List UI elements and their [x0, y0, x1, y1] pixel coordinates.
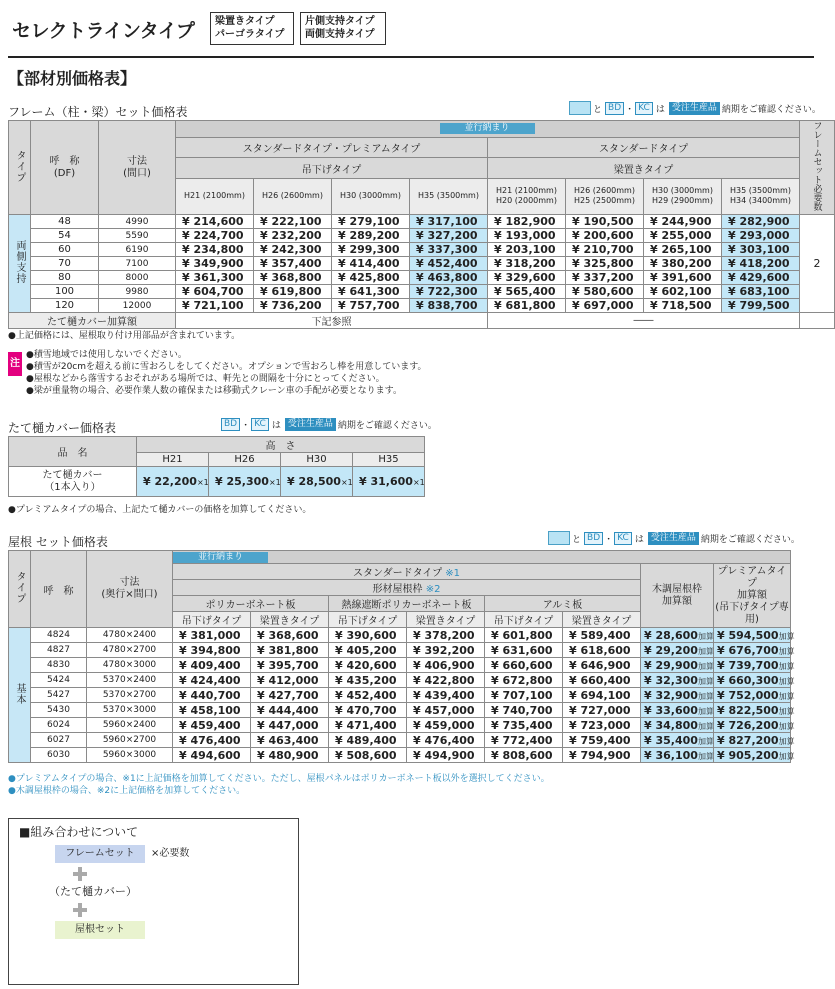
row-size: 4990	[99, 215, 176, 229]
combo-roof-set: 屋根セット	[55, 921, 145, 939]
roof-price-cell: ¥ 601,800	[485, 628, 563, 643]
price-cell: ¥ 337,300	[410, 243, 488, 257]
roof-price-cell: ¥ 444,400	[251, 703, 329, 718]
height-header: H35 (3500mm)	[410, 178, 488, 214]
roof-price-cell: ¥ 457,000	[407, 703, 485, 718]
price-cell: ¥ 452,400	[410, 257, 488, 271]
header-divider	[8, 56, 814, 58]
price-cell: ¥ 414,400	[332, 257, 410, 271]
plus-icon	[73, 867, 87, 881]
price-cell: ¥ 299,300	[332, 243, 410, 257]
row-name: 100	[31, 285, 99, 299]
price-cell: ¥ 224,700	[176, 229, 254, 243]
legend-text: は	[634, 534, 644, 545]
row-name: 70	[31, 257, 99, 271]
highlight-swatch	[569, 101, 591, 115]
roof-wood-cell: ¥ 32,900加算	[641, 688, 714, 703]
price-cell: ¥ 380,200	[644, 257, 722, 271]
type-tag-line: 両側支持タイプ	[305, 29, 375, 40]
frame-note: ●上記価格には、屋根取り付け用部品が含まれています。	[8, 331, 241, 341]
roof-price-cell: ¥ 447,000	[251, 718, 329, 733]
combo-gutter-cover: （たて樋カバー）	[49, 885, 137, 898]
roof-price-cell: ¥ 378,200	[407, 628, 485, 643]
addon-right: ――	[488, 313, 800, 329]
type-tag-line: 片側支持タイプ	[305, 16, 375, 27]
roof-row	[9, 733, 791, 748]
price-cell: ¥ 565,400	[488, 285, 566, 299]
legend-text: 納期をご確認ください。	[700, 534, 800, 545]
price-cell: ¥ 337,200	[566, 271, 644, 285]
price-cell: ¥ 429,600	[722, 271, 800, 285]
roof-price-cell: ¥ 427,700	[251, 688, 329, 703]
roof-price-cell: ¥ 459,000	[407, 718, 485, 733]
roof-price-cell: ¥ 727,000	[563, 703, 641, 718]
legend-text: ・	[625, 104, 635, 115]
made-to-order-tag: 受注生産品	[648, 532, 699, 545]
roof-price-cell: ¥ 412,000	[251, 673, 329, 688]
roof-row	[9, 628, 791, 643]
count-value: 2	[800, 215, 835, 313]
roof-price-cell: ¥ 381,000	[173, 628, 251, 643]
roof-standard-header: スタンダードタイプ ※1	[173, 564, 641, 580]
caution-note: ●積雪が20cmを超える前に雪おろしをしてください。オプションで雪おろし棒を用意しています。	[26, 362, 427, 372]
roof-wood-cell: ¥ 35,400加算	[641, 733, 714, 748]
roof-table-title: 屋根 セット価格表	[8, 535, 108, 549]
height-header: H30 (3000mm)	[332, 178, 410, 214]
plus-icon	[73, 903, 87, 917]
price-cell: ¥ 325,800	[566, 257, 644, 271]
row-name: 48	[31, 215, 99, 229]
roof-price-cell: ¥ 390,600	[329, 628, 407, 643]
roof-wood-cell: ¥ 29,200加算	[641, 643, 714, 658]
type-tag-line: 梁置きタイプ	[215, 16, 275, 27]
roof-price-cell: ¥ 618,600	[563, 643, 641, 658]
roof-price-cell: ¥ 808,600	[485, 748, 563, 763]
price-cell: ¥ 838,700	[410, 299, 488, 313]
roof-shape-header: 形材屋根枠 ※2	[173, 580, 641, 596]
roof-wood-cell: ¥ 34,800加算	[641, 718, 714, 733]
roof-price-cell: ¥ 672,800	[485, 673, 563, 688]
type-tag-box-1	[210, 12, 294, 45]
price-cell: ¥ 799,500	[722, 299, 800, 313]
roof-price-cell: ¥ 494,900	[407, 748, 485, 763]
roof-price-cell: ¥ 494,600	[173, 748, 251, 763]
price-cell: ¥ 318,200	[488, 257, 566, 271]
gutter-price-cell: ¥ 31,600×1	[353, 467, 425, 497]
price-cell: ¥ 232,200	[254, 229, 332, 243]
gutter-height-col: H30	[281, 453, 353, 467]
legend-text: 納期をご確認ください。	[721, 104, 821, 115]
type-label-cell: 両側支持	[9, 215, 31, 313]
roof-row-size: 4780×2700	[87, 643, 173, 658]
order-legend	[548, 531, 800, 545]
made-to-order-tag: 受注生産品	[669, 102, 720, 115]
price-cell: ¥ 425,800	[332, 271, 410, 285]
frame-row	[9, 257, 835, 271]
order-legend	[220, 418, 437, 431]
roof-price-cell: ¥ 459,400	[173, 718, 251, 733]
height-header: H21 (2100mm) H20 (2000mm)	[488, 178, 566, 214]
roof-wood-header: 木調屋根枠 加算額	[641, 564, 714, 628]
roof-wood-cell: ¥ 36,100加算	[641, 748, 714, 763]
order-legend	[569, 101, 821, 115]
highlight-swatch	[548, 531, 570, 545]
price-cell: ¥ 463,800	[410, 271, 488, 285]
price-cell: ¥ 279,100	[332, 215, 410, 229]
legend-text: と	[572, 534, 582, 545]
legend-code-bd: BD	[605, 102, 624, 115]
row-size: 12000	[99, 299, 176, 313]
height-header: H30 (3000mm) H29 (2900mm)	[644, 178, 722, 214]
roof-price-table	[8, 550, 795, 763]
height-header: H26 (2600mm) H25 (2500mm)	[566, 178, 644, 214]
price-cell: ¥ 244,900	[644, 215, 722, 229]
roof-sub-header: 吊下げタイプ	[329, 612, 407, 628]
price-cell: ¥ 722,300	[410, 285, 488, 299]
price-cell: ¥ 182,900	[488, 215, 566, 229]
roof-wood-cell: ¥ 28,600加算	[641, 628, 714, 643]
legend-text: ・	[604, 534, 614, 545]
roof-premium-cell: ¥ 660,300加算	[714, 673, 791, 688]
gutter-price-table	[8, 436, 425, 497]
combo-frame-set: フレームセット	[55, 845, 145, 863]
price-cell: ¥ 361,300	[176, 271, 254, 285]
frame-row	[9, 229, 835, 243]
group-hanging: 吊下げタイプ	[176, 158, 488, 179]
roof-price-cell: ¥ 508,600	[329, 748, 407, 763]
frame-row	[9, 243, 835, 257]
roof-premium-header: プレミアムタイプ 加算額 (吊下げタイプ専用)	[714, 564, 791, 628]
height-header: H35 (3500mm) H34 (3400mm)	[722, 178, 800, 214]
roof-note: ●木調屋根枠の場合、※2に上記価格を加算してください。	[8, 786, 246, 796]
roof-price-cell: ¥ 440,700	[173, 688, 251, 703]
price-cell: ¥ 303,100	[722, 243, 800, 257]
roof-premium-cell: ¥ 739,700加算	[714, 658, 791, 673]
gutter-height-header: 高 さ	[137, 437, 425, 453]
type-tag-line: パーゴラタイプ	[215, 29, 285, 40]
price-cell: ¥ 721,100	[176, 299, 254, 313]
roof-row-name: 5430	[31, 703, 87, 718]
name-header: 呼 称 (DF)	[31, 121, 99, 215]
price-cell: ¥ 317,100	[410, 215, 488, 229]
roof-row-name: 6030	[31, 748, 87, 763]
price-cell: ¥ 681,800	[488, 299, 566, 313]
price-cell: ¥ 580,600	[566, 285, 644, 299]
combination-title: ■組み合わせについて	[19, 825, 139, 839]
roof-wood-cell: ¥ 29,900加算	[641, 658, 714, 673]
combination-box	[8, 818, 299, 985]
price-cell: ¥ 200,600	[566, 229, 644, 243]
roof-name-header: 呼 称	[31, 551, 87, 628]
price-cell: ¥ 222,100	[254, 215, 332, 229]
height-header: H21 (2100mm)	[176, 178, 254, 214]
count-header: フレームセット必要数	[800, 121, 835, 215]
caution-badge: 注	[8, 352, 22, 376]
price-cell: ¥ 683,100	[722, 285, 800, 299]
price-cell: ¥ 697,000	[566, 299, 644, 313]
roof-price-cell: ¥ 452,400	[329, 688, 407, 703]
roof-row	[9, 673, 791, 688]
row-name: 80	[31, 271, 99, 285]
price-cell: ¥ 619,800	[254, 285, 332, 299]
roof-price-cell: ¥ 439,400	[407, 688, 485, 703]
roof-row-size: 5960×2400	[87, 718, 173, 733]
roof-premium-cell: ¥ 752,000加算	[714, 688, 791, 703]
section-title: 【部材別価格表】	[8, 69, 137, 88]
roof-row	[9, 643, 791, 658]
type-header: タイプ	[9, 121, 31, 215]
price-cell: ¥ 736,200	[254, 299, 332, 313]
roof-price-cell: ¥ 420,600	[329, 658, 407, 673]
roof-row-name: 5427	[31, 688, 87, 703]
legend-text: 納期をご確認ください。	[337, 421, 437, 431]
price-cell: ¥ 210,700	[566, 243, 644, 257]
gutter-height-col: H35	[353, 453, 425, 467]
roof-type-header: タイプ	[9, 551, 31, 628]
price-cell: ¥ 602,100	[644, 285, 722, 299]
row-size: 7100	[99, 257, 176, 271]
price-cell: ¥ 604,700	[176, 285, 254, 299]
roof-price-cell: ¥ 471,400	[329, 718, 407, 733]
roof-price-cell: ¥ 405,200	[329, 643, 407, 658]
roof-price-cell: ¥ 392,200	[407, 643, 485, 658]
roof-premium-cell: ¥ 726,200加算	[714, 718, 791, 733]
roof-row-size: 4780×2400	[87, 628, 173, 643]
roof-size-header: 寸法 (奥行×間口)	[87, 551, 173, 628]
price-cell: ¥ 265,100	[644, 243, 722, 257]
roof-row-size: 4780×3000	[87, 658, 173, 673]
roof-price-cell: ¥ 409,400	[173, 658, 251, 673]
roof-price-cell: ¥ 422,800	[407, 673, 485, 688]
addon-label: たて樋カバー加算額	[9, 313, 176, 329]
roof-price-cell: ¥ 463,400	[251, 733, 329, 748]
price-cell: ¥ 368,800	[254, 271, 332, 285]
made-to-order-tag: 受注生産品	[285, 418, 336, 431]
legend-text: は	[271, 421, 281, 431]
roof-panel-header: 熱線遮断ポリカーボネート板	[329, 596, 485, 612]
roof-price-cell: ¥ 646,900	[563, 658, 641, 673]
roof-price-cell: ¥ 660,600	[485, 658, 563, 673]
roof-premium-cell: ¥ 827,200加算	[714, 733, 791, 748]
roof-price-cell: ¥ 480,900	[251, 748, 329, 763]
frame-row	[9, 299, 835, 313]
price-cell: ¥ 282,900	[722, 215, 800, 229]
group-standard: スタンダードタイプ	[488, 137, 800, 158]
roof-row-name: 6027	[31, 733, 87, 748]
gutter-item-name: たて樋カバー （1本入り）	[9, 467, 137, 497]
rank-label: 並行納まり	[173, 552, 268, 563]
roof-row-size: 5370×3000	[87, 703, 173, 718]
gutter-height-col: H26	[209, 453, 281, 467]
roof-row-size: 5960×2700	[87, 733, 173, 748]
roof-price-cell: ¥ 406,900	[407, 658, 485, 673]
roof-price-cell: ¥ 707,100	[485, 688, 563, 703]
roof-premium-cell: ¥ 594,500加算	[714, 628, 791, 643]
roof-panel-header: ポリカーボネート板	[173, 596, 329, 612]
caution-note: ●積雪地域では使用しないでください。	[26, 350, 187, 360]
price-cell: ¥ 293,000	[722, 229, 800, 243]
legend-code-kc: KC	[251, 418, 269, 431]
roof-price-cell: ¥ 759,400	[563, 733, 641, 748]
size-header: 寸法 (間口)	[99, 121, 176, 215]
roof-sub-header: 吊下げタイプ	[485, 612, 563, 628]
roof-price-cell: ¥ 435,200	[329, 673, 407, 688]
rank-band	[464, 121, 800, 138]
price-cell: ¥ 349,900	[176, 257, 254, 271]
frame-row	[9, 215, 835, 229]
gutter-price-cell: ¥ 22,200×1	[137, 467, 209, 497]
roof-price-cell: ¥ 694,100	[563, 688, 641, 703]
roof-price-cell: ¥ 424,400	[173, 673, 251, 688]
price-cell: ¥ 329,600	[488, 271, 566, 285]
price-cell: ¥ 391,600	[644, 271, 722, 285]
addon-empty	[800, 313, 835, 329]
roof-price-cell: ¥ 476,400	[407, 733, 485, 748]
price-cell: ¥ 327,200	[410, 229, 488, 243]
roof-price-cell: ¥ 631,600	[485, 643, 563, 658]
frame-row	[9, 285, 835, 299]
rank-label: 並行納まり	[440, 123, 535, 134]
group-standard-premium: スタンダードタイプ・プレミアムタイプ	[176, 137, 488, 158]
roof-wood-cell: ¥ 32,300加算	[641, 673, 714, 688]
row-size: 9980	[99, 285, 176, 299]
roof-row	[9, 718, 791, 733]
addon-left: 下記参照	[176, 313, 488, 329]
roof-price-cell: ¥ 458,100	[173, 703, 251, 718]
price-cell: ¥ 203,100	[488, 243, 566, 257]
roof-row	[9, 703, 791, 718]
row-size: 5590	[99, 229, 176, 243]
roof-price-cell: ¥ 772,400	[485, 733, 563, 748]
legend-code-bd: BD	[584, 532, 603, 545]
roof-panel-header: アルミ板	[485, 596, 641, 612]
roof-price-cell: ¥ 589,400	[563, 628, 641, 643]
row-name: 54	[31, 229, 99, 243]
roof-price-cell: ¥ 794,900	[563, 748, 641, 763]
roof-sub-header: 梁置きタイプ	[251, 612, 329, 628]
price-cell: ¥ 234,800	[176, 243, 254, 257]
legend-text: ・	[241, 421, 251, 431]
roof-price-cell: ¥ 723,000	[563, 718, 641, 733]
frame-table-title: フレーム（柱・梁）セット価格表	[8, 105, 188, 119]
roof-price-cell: ¥ 489,400	[329, 733, 407, 748]
price-cell: ¥ 289,200	[332, 229, 410, 243]
roof-row-name: 4824	[31, 628, 87, 643]
legend-code-kc: KC	[635, 102, 653, 115]
type-tag-box-2	[300, 12, 386, 45]
row-size: 8000	[99, 271, 176, 285]
roof-row-name: 4827	[31, 643, 87, 658]
price-cell: ¥ 718,500	[644, 299, 722, 313]
legend-text: は	[655, 104, 665, 115]
legend-code-kc: KC	[614, 532, 632, 545]
price-cell: ¥ 193,000	[488, 229, 566, 243]
roof-row-name: 6024	[31, 718, 87, 733]
roof-price-cell: ¥ 740,700	[485, 703, 563, 718]
row-name: 120	[31, 299, 99, 313]
gutter-name-header: 品 名	[9, 437, 137, 467]
row-name: 60	[31, 243, 99, 257]
rank-band	[173, 551, 791, 564]
roof-premium-cell: ¥ 822,500加算	[714, 703, 791, 718]
roof-note: ●プレミアムタイプの場合、※1に上記価格を加算してください。ただし、屋根パネルはポリカーボネート板以外を選択してください。	[8, 774, 550, 784]
gutter-price-cell: ¥ 28,500×1	[281, 467, 353, 497]
price-cell: ¥ 418,200	[722, 257, 800, 271]
caution-notes	[26, 349, 427, 397]
price-cell: ¥ 214,600	[176, 215, 254, 229]
roof-type-label-cell: 基本	[9, 628, 31, 763]
roof-row	[9, 658, 791, 673]
gutter-note: ●プレミアムタイプの場合、上記たて樋カバーの価格を加算してください。	[8, 505, 312, 515]
roof-price-cell: ¥ 368,600	[251, 628, 329, 643]
roof-price-cell: ¥ 735,400	[485, 718, 563, 733]
roof-price-cell: ¥ 660,400	[563, 673, 641, 688]
roof-price-cell: ¥ 470,700	[329, 703, 407, 718]
caution-note: ●屋根などから落雪するおそれがある場所では、軒先との間隔を十分にとってください。	[26, 374, 385, 384]
roof-premium-cell: ¥ 676,700加算	[714, 643, 791, 658]
group-beam: 梁置きタイプ	[488, 158, 800, 179]
roof-row-size: 5370×2400	[87, 673, 173, 688]
legend-text: と	[593, 104, 603, 115]
roof-price-cell: ¥ 395,700	[251, 658, 329, 673]
roof-price-cell: ¥ 381,800	[251, 643, 329, 658]
roof-notes	[8, 773, 550, 797]
combo-required-count: ×必要数	[151, 848, 190, 859]
gutter-price-cell: ¥ 25,300×1	[209, 467, 281, 497]
roof-row	[9, 688, 791, 703]
caution-note: ●梁が重量物の場合、必要作業人数の確保または移動式クレーン車の手配が必要となります。	[26, 386, 402, 396]
roof-row-name: 5424	[31, 673, 87, 688]
roof-row-size: 5960×3000	[87, 748, 173, 763]
roof-wood-cell: ¥ 33,600加算	[641, 703, 714, 718]
legend-code-bd: BD	[221, 418, 240, 431]
roof-row	[9, 748, 791, 763]
roof-price-cell: ¥ 476,400	[173, 733, 251, 748]
price-cell: ¥ 357,400	[254, 257, 332, 271]
roof-row-name: 4830	[31, 658, 87, 673]
roof-sub-header: 梁置きタイプ	[407, 612, 485, 628]
row-size: 6190	[99, 243, 176, 257]
roof-price-cell: ¥ 394,800	[173, 643, 251, 658]
frame-price-table	[8, 120, 835, 329]
frame-row	[9, 271, 835, 285]
roof-row-size: 5370×2700	[87, 688, 173, 703]
roof-sub-header: 梁置きタイプ	[563, 612, 641, 628]
price-cell: ¥ 757,700	[332, 299, 410, 313]
gutter-height-col: H21	[137, 453, 209, 467]
roof-premium-cell: ¥ 905,200加算	[714, 748, 791, 763]
gutter-table-title: たて樋カバー価格表	[8, 421, 117, 435]
height-header: H26 (2600mm)	[254, 178, 332, 214]
price-cell: ¥ 255,000	[644, 229, 722, 243]
price-cell: ¥ 242,300	[254, 243, 332, 257]
price-cell: ¥ 190,500	[566, 215, 644, 229]
page-title: セレクトラインタイプ	[12, 20, 195, 42]
price-cell: ¥ 641,300	[332, 285, 410, 299]
roof-sub-header: 吊下げタイプ	[173, 612, 251, 628]
